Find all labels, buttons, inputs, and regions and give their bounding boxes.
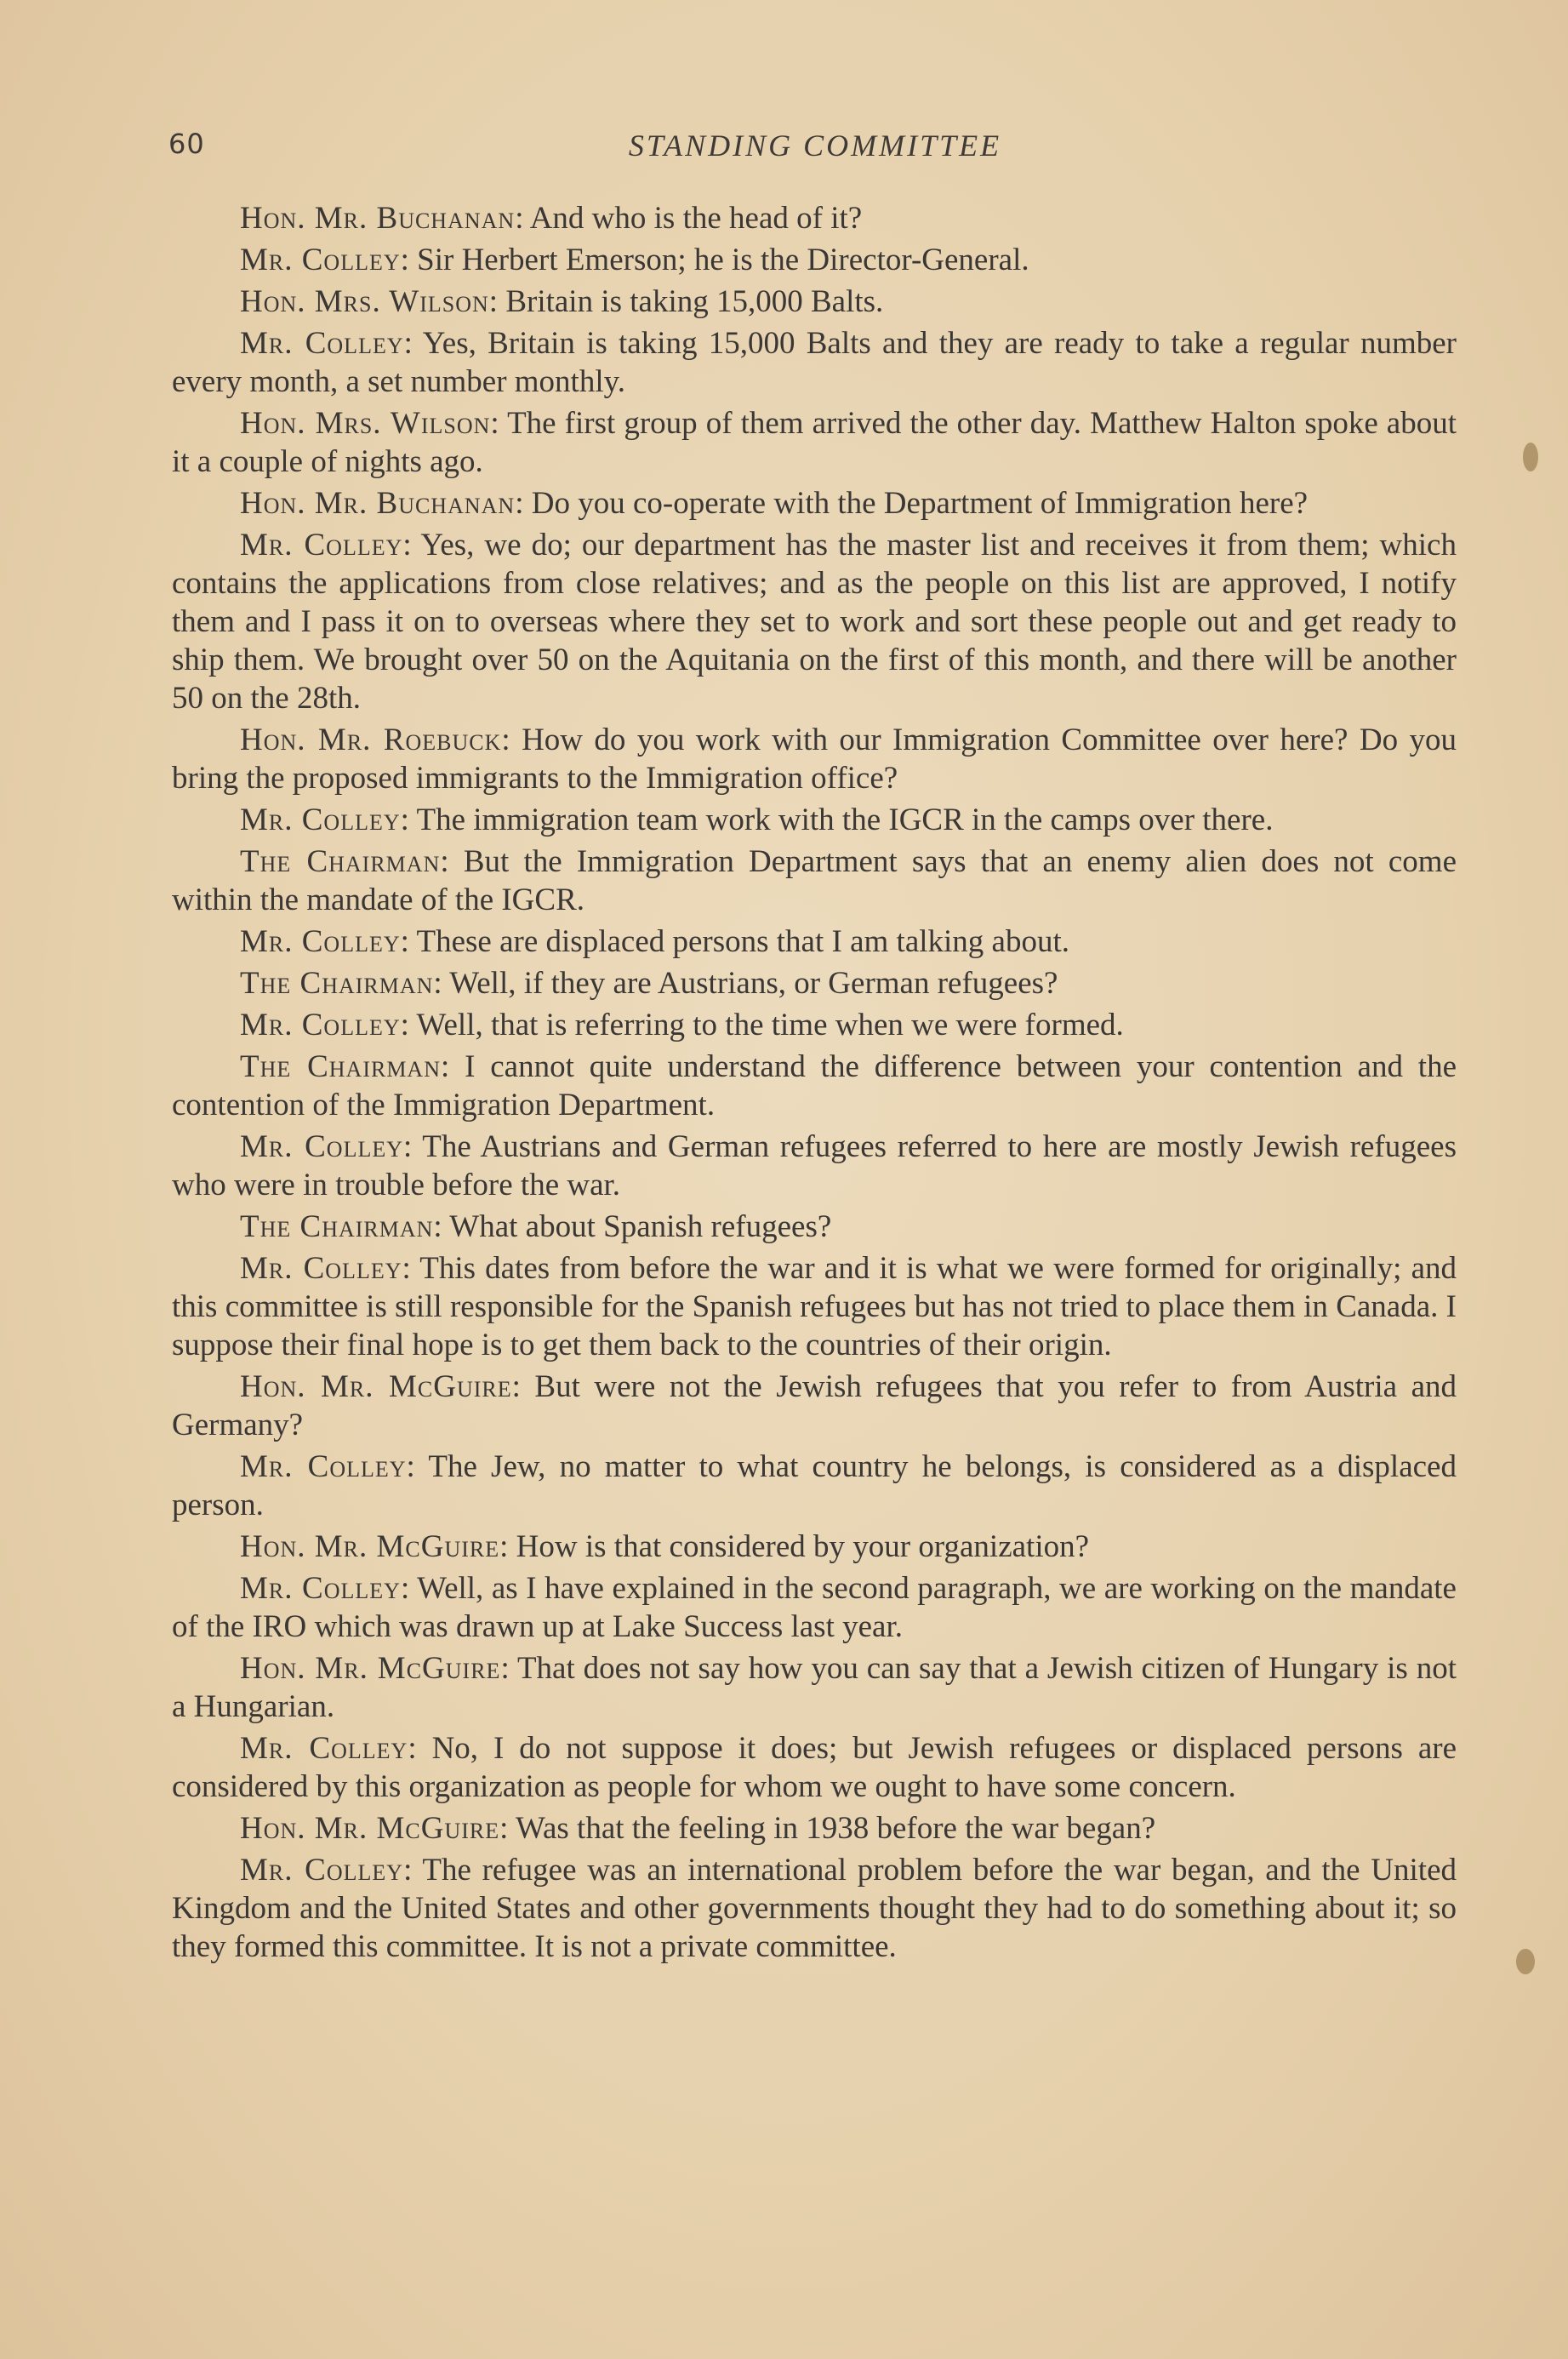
- speech-text: Well, if they are Austrians, or German refugees?: [449, 966, 1058, 1001]
- speaker-name: The Chairman: [240, 844, 441, 879]
- speech-text: But were not the Jewish refugees that you refer to from Austria and Germany?: [172, 1369, 1457, 1442]
- speaker-name: Mr. Colley: [240, 924, 401, 959]
- transcript-paragraph: Mr. Colley: This dates from before the war and it is what we were formed for originally; and this committee is still responsible for the Spanish refugees but has not tried to place them in Canada. I suppose their final hope is to get them back to the countries of their origin.: [172, 1251, 1457, 1362]
- transcript-body: [172, 199, 1457, 1969]
- speech-text: That does not say how you can say that a Jewish citizen of Hungary is not a Hungarian.: [172, 1651, 1457, 1724]
- transcript-paragraph: Mr. Colley: The immigration team work with the IGCR in the camps over there.: [240, 803, 1274, 837]
- page-header: [168, 128, 1462, 179]
- transcript-paragraph: Mr. Colley: The refugee was an international problem before the war began, and the United Kingdom and the United States and other governments thought they had to do something about it; so they formed this committee. It is not a private committee.: [172, 1853, 1457, 1964]
- speaker-name: Mr. Colley: [240, 1731, 408, 1766]
- transcript-paragraph: Mr. Colley: The Austrians and German refugees referred to here are mostly Jewish refugees who were in trouble before the war.: [172, 1129, 1457, 1202]
- speaker-name: The Chairman: [240, 1209, 434, 1244]
- running-head: STANDING COMMITTEE: [628, 129, 1002, 163]
- speaker-name: Mr. Colley: [240, 1571, 401, 1606]
- transcript-paragraph: Mr. Colley: The Jew, no matter to what country he belongs, is considered as a displaced person.: [172, 1449, 1457, 1522]
- transcript-paragraph: The Chairman: But the Immigration Department says that an enemy alien does not come within the mandate of the IGCR.: [172, 844, 1457, 917]
- speech-text: Sir Herbert Emerson; he is the Director-General.: [417, 243, 1029, 277]
- speaker-name: Hon. Mr. McGuire: [240, 1651, 501, 1686]
- speech-text: How is that considered by your organization?: [516, 1529, 1090, 1564]
- paper-stain-bottom: [1516, 1949, 1535, 1974]
- speaker-name: Mr. Colley: [240, 1853, 404, 1888]
- speaker-name: Mr. Colley: [240, 803, 401, 837]
- speaker-name: Hon. Mr. Buchanan: [240, 486, 516, 521]
- speech-text: This dates from before the war and it is what we were formed for originally; and this committee is still responsible for the Spanish refugees but has not tried to place them in Canada. I suppose their final hope is to get them back to the countries of their origin.: [172, 1251, 1457, 1362]
- transcript-paragraph: The Chairman: What about Spanish refugees?: [240, 1209, 832, 1244]
- speaker-name: The Chairman: [240, 966, 434, 1001]
- transcript-paragraph: The Chairman: I cannot quite understand the difference between your contention and the contention of the Immigration Department.: [172, 1049, 1457, 1122]
- speaker-name: Mr. Colley: [240, 1449, 407, 1484]
- speaker-name: Mr. Colley: [240, 243, 401, 277]
- transcript-paragraph: Hon. Mr. McGuire: Was that the feeling in 1938 before the war began?: [240, 1811, 1156, 1846]
- page-number: 60: [168, 128, 205, 160]
- speech-text: But the Immigration Department says that an enemy alien does not come within the mandate of the IGCR.: [172, 844, 1457, 917]
- speaker-name: Mr. Colley: [240, 326, 404, 361]
- speech-text: Well, that is referring to the time when we were formed.: [416, 1008, 1124, 1042]
- speech-text: I cannot quite understand the difference between your contention and the contention of the Immigration Department.: [172, 1049, 1457, 1122]
- transcript-paragraph: Mr. Colley: Well, as I have explained in the second paragraph, we are working on the mandate of the IRO which was drawn up at Lake Success last year.: [172, 1571, 1457, 1644]
- speaker-name: Hon. Mr. McGuire: [240, 1369, 512, 1404]
- speaker-name: Hon. Mr. McGuire: [240, 1811, 500, 1846]
- speaker-name: Mr. Colley: [240, 1251, 402, 1286]
- speaker-name: Hon. Mrs. Wilson: [240, 406, 491, 441]
- transcript-paragraph: Hon. Mrs. Wilson: Britain is taking 15,000 Balts.: [240, 284, 884, 319]
- speech-text: Do you co-operate with the Department of Immigration here?: [531, 486, 1309, 521]
- speech-text: And who is the head of it?: [529, 201, 863, 236]
- speech-text: These are displaced persons that I am talking about.: [416, 924, 1069, 959]
- speaker-name: Hon. Mr. Buchanan: [240, 201, 516, 236]
- speaker-name: Mr. Colley: [240, 1129, 404, 1164]
- transcript-paragraph: Hon. Mrs. Wilson: The first group of them arrived the other day. Matthew Halton spoke about it a couple of nights ago.: [172, 406, 1457, 479]
- speech-text: The Jew, no matter to what country he belongs, is considered as a displaced person.: [172, 1449, 1457, 1522]
- speech-text: Was that the feeling in 1938 before the war began?: [516, 1811, 1156, 1846]
- speaker-name: Hon. Mr. Roebuck: [240, 723, 502, 757]
- speech-text: What about Spanish refugees?: [449, 1209, 832, 1244]
- speech-text: The first group of them arrived the other day. Matthew Halton spoke about it a couple of nights ago.: [172, 406, 1457, 479]
- transcript-paragraph: Hon. Mr. Buchanan: And who is the head of it?: [240, 201, 863, 236]
- speech-text: Yes, Britain is taking 15,000 Balts and they are ready to take a regular number every month, a set number monthly.: [172, 326, 1457, 399]
- transcript-paragraph: Mr. Colley: Well, that is referring to the time when we were formed.: [240, 1008, 1124, 1042]
- speech-text: Yes, we do; our department has the master list and receives it from them; which contains the applications from close relatives; and as the people on this list are approved, I notify them and I pass it on to overseas where they set to work and sort these people out and get ready to ship them. We brought over 50 on the Aquitania on the first of this month, and there will be another 50 on the 28th.: [172, 528, 1457, 716]
- speech-text: How do you work with our Immigration Committee over here? Do you bring the proposed immigrants to the Immigration office?: [172, 723, 1457, 796]
- transcript-paragraph: Hon. Mr. Roebuck: How do you work with our Immigration Committee over here? Do you bring the proposed immigrants to the Immigration office?: [172, 723, 1457, 796]
- speaker-name: Mr. Colley: [240, 528, 403, 563]
- speaker-name: Hon. Mrs. Wilson: [240, 284, 489, 319]
- transcript-paragraph: Hon. Mr. McGuire: That does not say how you can say that a Jewish citizen of Hungary is not a Hungarian.: [172, 1651, 1457, 1724]
- transcript-paragraph: Mr. Colley: These are displaced persons that I am talking about.: [240, 924, 1069, 959]
- paper-stain-top: [1523, 443, 1538, 471]
- transcript-paragraph: Hon. Mr. McGuire: How is that considered by your organization?: [240, 1529, 1090, 1564]
- speaker-name: Mr. Colley: [240, 1008, 401, 1042]
- transcript-paragraph: Mr. Colley: Yes, we do; our department has the master list and receives it from them; which contains the applications from close relatives; and as the people on this list are approved, I notify them and I pass it on to overseas where they set to work and sort these people out and get ready to ship them. We brought over 50 on the Aquitania on the first of this month, and there will be another 50 on the 28th.: [172, 528, 1457, 716]
- transcript-paragraph: Hon. Mr. McGuire: But were not the Jewish refugees that you refer to from Austria and Germany?: [172, 1369, 1457, 1442]
- transcript-paragraph: Mr. Colley: Yes, Britain is taking 15,000 Balts and they are ready to take a regular number every month, a set number monthly.: [172, 326, 1457, 399]
- speech-text: Well, as I have explained in the second paragraph, we are working on the mandate of the IRO which was drawn up at Lake Success last year.: [172, 1571, 1457, 1644]
- transcript-paragraph: The Chairman: Well, if they are Austrians, or German refugees?: [240, 966, 1058, 1001]
- speech-text: The Austrians and German refugees referred to here are mostly Jewish refugees who were in trouble before the war.: [172, 1129, 1457, 1202]
- transcript-paragraph: Mr. Colley: Sir Herbert Emerson; he is the Director-General.: [240, 243, 1029, 277]
- speech-text: No, I do not suppose it does; but Jewish refugees or displaced persons are considered by this organization as people for whom we ought to have some concern.: [172, 1731, 1457, 1804]
- speech-text: The refugee was an international problem before the war began, and the United Kingdom and the United States and other governments thought they had to do something about it; so they formed this committee. It is not a private committee.: [172, 1853, 1457, 1964]
- speaker-name: Hon. Mr. McGuire: [240, 1529, 500, 1564]
- speaker-name: The Chairman: [240, 1049, 441, 1084]
- speech-text: Britain is taking 15,000 Balts.: [505, 284, 884, 319]
- transcript-paragraph: Mr. Colley: No, I do not suppose it does; but Jewish refugees or displaced persons are considered by this organization as people for whom we ought to have some concern.: [172, 1731, 1457, 1804]
- transcript-paragraph: Hon. Mr. Buchanan: Do you co-operate with the Department of Immigration here?: [240, 486, 1309, 521]
- speech-text: The immigration team work with the IGCR in the camps over there.: [416, 803, 1274, 837]
